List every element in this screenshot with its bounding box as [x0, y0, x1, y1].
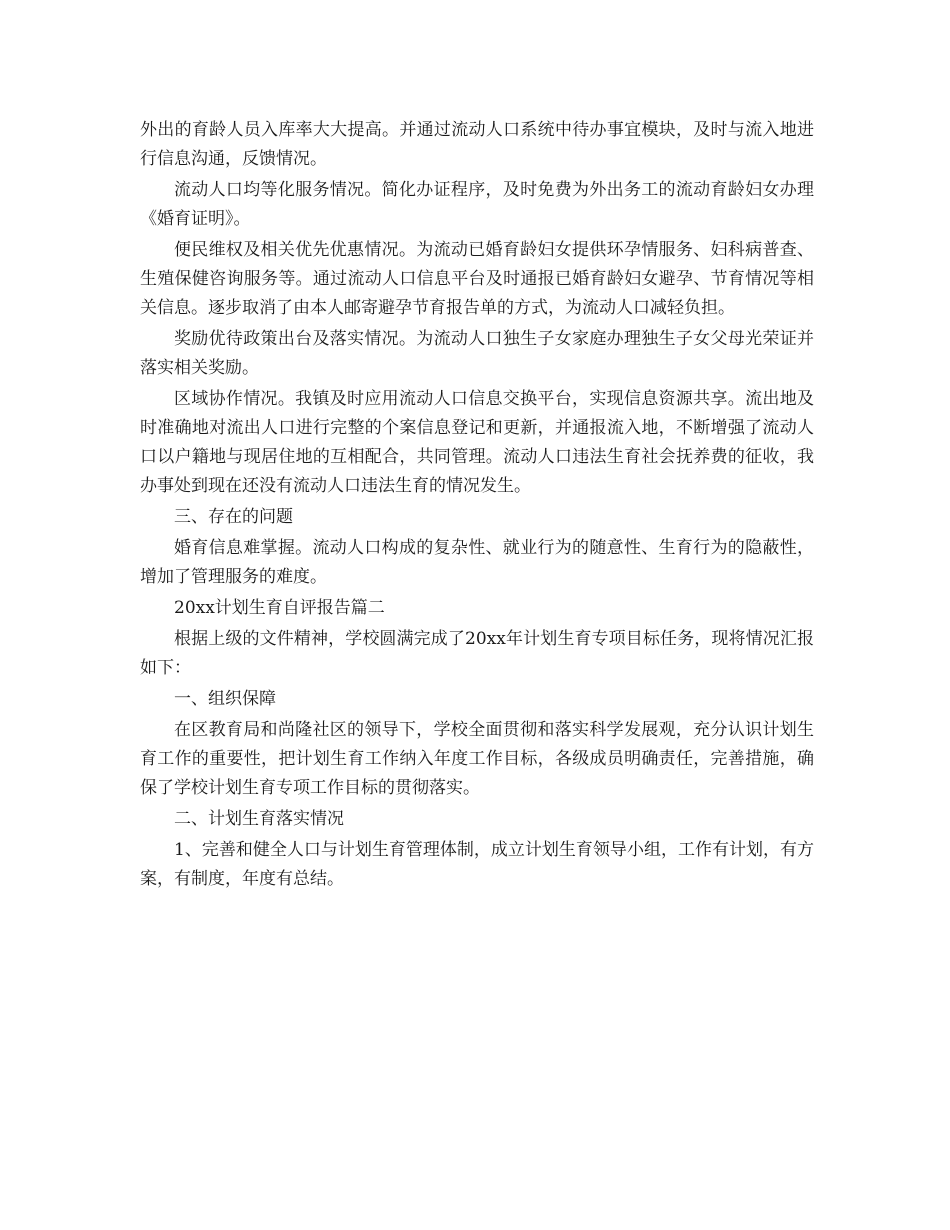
section-heading-problems: 三、存在的问题 — [174, 507, 293, 527]
paragraph-6: 婚育信息难掌握。流动人口构成的复杂性、就业行为的随意性、生育行为的隐蔽性，增加了管理服务的难度。 — [140, 538, 814, 587]
document-page — [140, 116, 814, 894]
paragraph-9: 1、完善和健全人口与计划生育管理体制，成立计划生育领导小组，工作有计划，有方案，有制度，年度有总结。 — [140, 840, 814, 889]
paragraph-2: 流动人口均等化服务情况。简化办证程序，及时免费为外出务工的流动育龄妇女办理《婚育证明》。 — [140, 180, 814, 229]
paragraph-7: 根据上级的文件精神，学校圆满完成了20xx年计划生育专项目标任务，现将情况汇报如下： — [140, 629, 814, 678]
paragraph-5: 区域协作情况。我镇及时应用流动人口信息交换平台，实现信息资源共享。流出地及时准确地对流出人口进行完整的个案信息登记和更新，并通报流入地，不断增强了流动人口以户籍地与现居住地的互相配合，共同管理。流动人口违法生育社会抚养费的征收，我办事处到现在还没有流动人口违法生育的情况发生。 — [140, 389, 814, 496]
section-heading-implementation: 二、计划生育落实情况 — [174, 809, 344, 829]
paragraph-4: 奖励优待政策出台及落实情况。为流动人口独生子女家庭办理独生子女父母光荣证并落实相关奖励。 — [140, 329, 814, 378]
section-heading-organization: 一、组织保障 — [174, 689, 276, 709]
paragraph-8: 在区教育局和尚隆社区的领导下，学校全面贯彻和落实科学发展观，充分认识计划生育工作的重要性，把计划生育工作纳入年度工作目标，各级成员明确责任，完善措施，确保了学校计划生育专项工作目标的贯彻落实。 — [140, 720, 814, 798]
paragraph-3: 便民维权及相关优先优惠情况。为流动已婚育龄妇女提供环孕情服务、妇科病普查、生殖保健咨询服务等。通过流动人口信息平台及时通报已婚育龄妇女避孕、节育情况等相关信息。逐步取消了由本人邮寄避孕节育报告单的方式，为流动人口减轻负担。 — [140, 240, 814, 318]
report-title-part-two: 20xx计划生育自评报告篇二 — [174, 598, 385, 618]
paragraph-1: 外出的育龄人员入库率大大提高。并通过流动人口系统中待办事宜模块，及时与流入地进行信息沟通，反馈情况。 — [140, 120, 814, 169]
